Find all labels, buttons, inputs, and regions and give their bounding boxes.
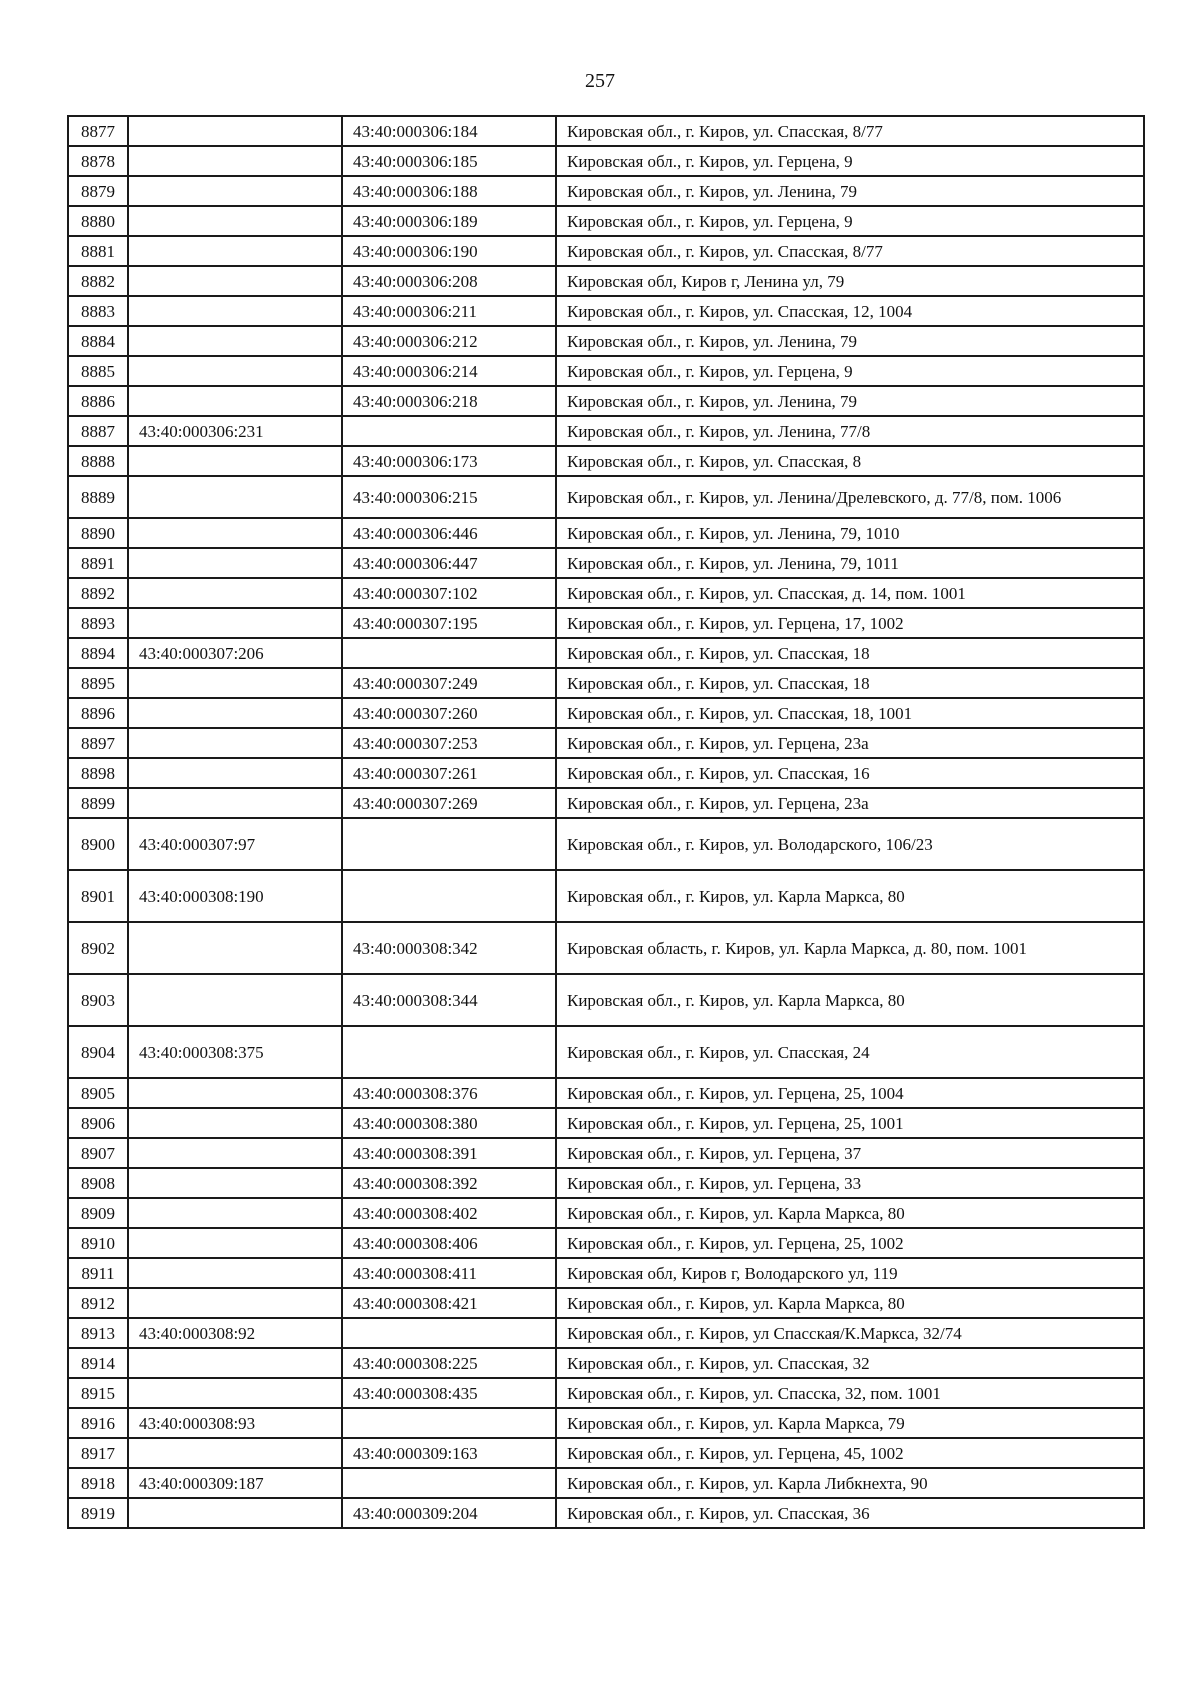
address-cell: Кировская обл., г. Киров, ул. Герцена, 25, 1002 (556, 1228, 1144, 1258)
row-number-cell: 8900 (68, 818, 128, 870)
table-row (68, 1378, 1144, 1408)
cadastral-number-cell (128, 1168, 342, 1198)
table-row (68, 518, 1144, 548)
table-row (68, 1348, 1144, 1378)
address-cell: Кировская обл., г. Киров, ул. Ленина, 79 (556, 386, 1144, 416)
row-number-cell: 8894 (68, 638, 128, 668)
table-row (68, 116, 1144, 146)
premises-cadastral-number-cell: 43:40:000306:447 (342, 548, 556, 578)
row-number-cell: 8882 (68, 266, 128, 296)
premises-cadastral-number-cell: 43:40:000306:173 (342, 446, 556, 476)
premises-cadastral-number-cell: 43:40:000306:218 (342, 386, 556, 416)
address-cell: Кировская обл., г. Киров, ул. Ленина, 77/8 (556, 416, 1144, 446)
cadastral-number-cell (128, 578, 342, 608)
table-row (68, 974, 1144, 1026)
premises-cadastral-number-cell: 43:40:000307:249 (342, 668, 556, 698)
premises-cadastral-number-cell: 43:40:000306:208 (342, 266, 556, 296)
row-number-cell: 8886 (68, 386, 128, 416)
row-number-cell: 8888 (68, 446, 128, 476)
cadastral-number-cell (128, 356, 342, 386)
premises-cadastral-number-cell: 43:40:000306:211 (342, 296, 556, 326)
row-number-cell: 8916 (68, 1408, 128, 1438)
cadastral-number-cell (128, 974, 342, 1026)
premises-cadastral-number-cell: 43:40:000306:214 (342, 356, 556, 386)
premises-cadastral-number-cell: 43:40:000308:376 (342, 1078, 556, 1108)
cadastral-number-cell (128, 1078, 342, 1108)
row-number-cell: 8897 (68, 728, 128, 758)
cadastral-number-cell (128, 1108, 342, 1138)
row-number-cell: 8877 (68, 116, 128, 146)
table-row (68, 1318, 1144, 1348)
row-number-cell: 8892 (68, 578, 128, 608)
cadastral-number-cell: 43:40:000309:187 (128, 1468, 342, 1498)
premises-cadastral-number-cell: 43:40:000308:392 (342, 1168, 556, 1198)
premises-cadastral-number-cell: 43:40:000308:411 (342, 1258, 556, 1288)
table-row (68, 446, 1144, 476)
cadastral-number-cell (128, 296, 342, 326)
table-row (68, 1026, 1144, 1078)
premises-cadastral-number-cell: 43:40:000308:342 (342, 922, 556, 974)
cadastral-number-cell (128, 1438, 342, 1468)
cadastral-number-cell: 43:40:000307:206 (128, 638, 342, 668)
row-number-cell: 8883 (68, 296, 128, 326)
premises-cadastral-number-cell: 43:40:000308:225 (342, 1348, 556, 1378)
premises-cadastral-number-cell (342, 1468, 556, 1498)
row-number-cell: 8913 (68, 1318, 128, 1348)
address-cell: Кировская обл., г. Киров, ул. Герцена, 17, 1002 (556, 608, 1144, 638)
table-row (68, 870, 1144, 922)
cadastral-number-cell (128, 386, 342, 416)
table-row (68, 1288, 1144, 1318)
table-row (68, 1168, 1144, 1198)
premises-cadastral-number-cell: 43:40:000309:204 (342, 1498, 556, 1528)
row-number-cell: 8914 (68, 1348, 128, 1378)
cadastral-number-cell (128, 146, 342, 176)
premises-cadastral-number-cell (342, 1026, 556, 1078)
address-cell: Кировская обл., г. Киров, ул. Спасская, 18, 1001 (556, 698, 1144, 728)
row-number-cell: 8901 (68, 870, 128, 922)
table-row (68, 386, 1144, 416)
row-number-cell: 8911 (68, 1258, 128, 1288)
row-number-cell: 8880 (68, 206, 128, 236)
premises-cadastral-number-cell: 43:40:000306:212 (342, 326, 556, 356)
row-number-cell: 8891 (68, 548, 128, 578)
table-row (68, 638, 1144, 668)
cadastral-number-cell (128, 698, 342, 728)
row-number-cell: 8915 (68, 1378, 128, 1408)
address-cell: Кировская обл., г. Киров, ул. Спасская, 18 (556, 638, 1144, 668)
table-row (68, 698, 1144, 728)
table-row (68, 356, 1144, 386)
table-row (68, 668, 1144, 698)
address-cell: Кировская обл., г. Киров, ул. Герцена, 9 (556, 356, 1144, 386)
cadastral-number-cell (128, 1378, 342, 1408)
row-number-cell: 8912 (68, 1288, 128, 1318)
premises-cadastral-number-cell: 43:40:000307:195 (342, 608, 556, 638)
table-row (68, 608, 1144, 638)
row-number-cell: 8906 (68, 1108, 128, 1138)
cadastral-number-cell (128, 668, 342, 698)
cadastral-number-cell (128, 728, 342, 758)
address-cell: Кировская обл., г. Киров, ул. Ленина/Дрелевского, д. 77/8, пом. 1006 (556, 476, 1144, 518)
premises-cadastral-number-cell: 43:40:000307:253 (342, 728, 556, 758)
address-cell: Кировская обл., г. Киров, ул. Карла Маркса, 80 (556, 974, 1144, 1026)
row-number-cell: 8878 (68, 146, 128, 176)
premises-cadastral-number-cell: 43:40:000306:215 (342, 476, 556, 518)
premises-cadastral-number-cell (342, 870, 556, 922)
table-row (68, 1228, 1144, 1258)
premises-cadastral-number-cell: 43:40:000308:380 (342, 1108, 556, 1138)
address-cell: Кировская обл., г. Киров, ул. Герцена, 37 (556, 1138, 1144, 1168)
table-row (68, 922, 1144, 974)
premises-cadastral-number-cell (342, 818, 556, 870)
table-row (68, 758, 1144, 788)
cadastral-number-cell (128, 1198, 342, 1228)
premises-cadastral-number-cell (342, 1318, 556, 1348)
address-cell: Кировская обл., г. Киров, ул. Спасская, 8/77 (556, 116, 1144, 146)
row-number-cell: 8919 (68, 1498, 128, 1528)
address-cell: Кировская обл, Киров г, Ленина ул, 79 (556, 266, 1144, 296)
cadastral-number-cell (128, 1228, 342, 1258)
premises-cadastral-number-cell: 43:40:000308:391 (342, 1138, 556, 1168)
table-row (68, 1078, 1144, 1108)
row-number-cell: 8908 (68, 1168, 128, 1198)
address-cell: Кировская обл., г. Киров, ул. Герцена, 23а (556, 788, 1144, 818)
premises-cadastral-number-cell: 43:40:000307:269 (342, 788, 556, 818)
address-cell: Кировская обл., г. Киров, ул. Спасска, 32, пом. 1001 (556, 1378, 1144, 1408)
table-row (68, 296, 1144, 326)
address-cell: Кировская обл., г. Киров, ул. Спасская, 36 (556, 1498, 1144, 1528)
row-number-cell: 8887 (68, 416, 128, 446)
cadastral-number-cell (128, 116, 342, 146)
table-row (68, 578, 1144, 608)
address-cell: Кировская область, г. Киров, ул. Карла Маркса, д. 80, пом. 1001 (556, 922, 1144, 974)
row-number-cell: 8909 (68, 1198, 128, 1228)
cadastral-number-cell (128, 476, 342, 518)
row-number-cell: 8902 (68, 922, 128, 974)
registry-table (67, 115, 1145, 1529)
premises-cadastral-number-cell: 43:40:000307:261 (342, 758, 556, 788)
premises-cadastral-number-cell: 43:40:000309:163 (342, 1438, 556, 1468)
address-cell: Кировская обл., г. Киров, ул. Спасская, 32 (556, 1348, 1144, 1378)
premises-cadastral-number-cell: 43:40:000307:102 (342, 578, 556, 608)
address-cell: Кировская обл., г. Киров, ул. Ленина, 79 (556, 176, 1144, 206)
cadastral-number-cell (128, 758, 342, 788)
cadastral-number-cell (128, 326, 342, 356)
table-row (68, 326, 1144, 356)
address-cell: Кировская обл., г. Киров, ул. Спасская, 16 (556, 758, 1144, 788)
table-row (68, 1258, 1144, 1288)
address-cell: Кировская обл., г. Киров, ул. Спасская, 24 (556, 1026, 1144, 1078)
address-cell: Кировская обл., г. Киров, ул. Ленина, 79, 1010 (556, 518, 1144, 548)
address-cell: Кировская обл, Киров г, Володарского ул, 119 (556, 1258, 1144, 1288)
premises-cadastral-number-cell (342, 1408, 556, 1438)
premises-cadastral-number-cell: 43:40:000308:421 (342, 1288, 556, 1318)
row-number-cell: 8881 (68, 236, 128, 266)
table-row (68, 1138, 1144, 1168)
cadastral-number-cell (128, 788, 342, 818)
premises-cadastral-number-cell (342, 416, 556, 446)
address-cell: Кировская обл., г. Киров, ул. Карла Маркса, 80 (556, 1198, 1144, 1228)
address-cell: Кировская обл., г. Киров, ул. Герцена, 33 (556, 1168, 1144, 1198)
address-cell: Кировская обл., г. Киров, ул. Герцена, 25, 1004 (556, 1078, 1144, 1108)
address-cell: Кировская обл., г. Киров, ул. Герцена, 9 (556, 146, 1144, 176)
cadastral-number-cell (128, 1288, 342, 1318)
premises-cadastral-number-cell: 43:40:000306:184 (342, 116, 556, 146)
table-row (68, 1468, 1144, 1498)
address-cell: Кировская обл., г. Киров, ул. Ленина, 79, 1011 (556, 548, 1144, 578)
address-cell: Кировская обл., г. Киров, ул. Спасская, 12, 1004 (556, 296, 1144, 326)
row-number-cell: 8884 (68, 326, 128, 356)
table-row (68, 1438, 1144, 1468)
premises-cadastral-number-cell: 43:40:000306:185 (342, 146, 556, 176)
row-number-cell: 8899 (68, 788, 128, 818)
row-number-cell: 8893 (68, 608, 128, 638)
address-cell: Кировская обл., г. Киров, ул. Карла Маркса, 80 (556, 870, 1144, 922)
address-cell: Кировская обл., г. Киров, ул. Герцена, 9 (556, 206, 1144, 236)
table-row (68, 818, 1144, 870)
row-number-cell: 8896 (68, 698, 128, 728)
table-row (68, 146, 1144, 176)
row-number-cell: 8907 (68, 1138, 128, 1168)
cadastral-number-cell (128, 1138, 342, 1168)
row-number-cell: 8910 (68, 1228, 128, 1258)
row-number-cell: 8890 (68, 518, 128, 548)
premises-cadastral-number-cell: 43:40:000307:260 (342, 698, 556, 728)
table-row (68, 176, 1144, 206)
cadastral-number-cell: 43:40:000308:92 (128, 1318, 342, 1348)
row-number-cell: 8885 (68, 356, 128, 386)
row-number-cell: 8889 (68, 476, 128, 518)
premises-cadastral-number-cell: 43:40:000308:402 (342, 1198, 556, 1228)
address-cell: Кировская обл., г. Киров, ул. Спасская, 18 (556, 668, 1144, 698)
row-number-cell: 8917 (68, 1438, 128, 1468)
table-row (68, 1408, 1144, 1438)
cadastral-number-cell: 43:40:000308:190 (128, 870, 342, 922)
cadastral-number-cell (128, 922, 342, 974)
premises-cadastral-number-cell: 43:40:000306:446 (342, 518, 556, 548)
premises-cadastral-number-cell: 43:40:000308:344 (342, 974, 556, 1026)
address-cell: Кировская обл., г. Киров, ул. Карла Маркса, 79 (556, 1408, 1144, 1438)
address-cell: Кировская обл., г. Киров, ул. Карла Маркса, 80 (556, 1288, 1144, 1318)
row-number-cell: 8903 (68, 974, 128, 1026)
address-cell: Кировская обл., г. Киров, ул Спасская/К.Маркса, 32/74 (556, 1318, 1144, 1348)
premises-cadastral-number-cell: 43:40:000306:189 (342, 206, 556, 236)
premises-cadastral-number-cell: 43:40:000308:435 (342, 1378, 556, 1408)
cadastral-number-cell (128, 1498, 342, 1528)
cadastral-number-cell (128, 518, 342, 548)
table-row (68, 266, 1144, 296)
table-row (68, 416, 1144, 446)
address-cell: Кировская обл., г. Киров, ул. Герцена, 45, 1002 (556, 1438, 1144, 1468)
cadastral-number-cell (128, 236, 342, 266)
table-row (68, 1198, 1144, 1228)
premises-cadastral-number-cell: 43:40:000306:188 (342, 176, 556, 206)
address-cell: Кировская обл., г. Киров, ул. Спасская, 8/77 (556, 236, 1144, 266)
cadastral-number-cell (128, 1348, 342, 1378)
table-row (68, 1108, 1144, 1138)
row-number-cell: 8905 (68, 1078, 128, 1108)
address-cell: Кировская обл., г. Киров, ул. Спасская, д. 14, пом. 1001 (556, 578, 1144, 608)
address-cell: Кировская обл., г. Киров, ул. Володарского, 106/23 (556, 818, 1144, 870)
table-row (68, 728, 1144, 758)
cadastral-number-cell (128, 176, 342, 206)
cadastral-number-cell: 43:40:000308:93 (128, 1408, 342, 1438)
cadastral-number-cell: 43:40:000308:375 (128, 1026, 342, 1078)
address-cell: Кировская обл., г. Киров, ул. Спасская, 8 (556, 446, 1144, 476)
cadastral-number-cell (128, 548, 342, 578)
row-number-cell: 8879 (68, 176, 128, 206)
cadastral-number-cell (128, 206, 342, 236)
table-row (68, 1498, 1144, 1528)
premises-cadastral-number-cell (342, 638, 556, 668)
table-row (68, 206, 1144, 236)
address-cell: Кировская обл., г. Киров, ул. Ленина, 79 (556, 326, 1144, 356)
table-row (68, 476, 1144, 518)
row-number-cell: 8918 (68, 1468, 128, 1498)
row-number-cell: 8898 (68, 758, 128, 788)
address-cell: Кировская обл., г. Киров, ул. Герцена, 23а (556, 728, 1144, 758)
cadastral-number-cell (128, 446, 342, 476)
cadastral-number-cell (128, 266, 342, 296)
table-row (68, 788, 1144, 818)
registry-table-body (68, 116, 1144, 1528)
row-number-cell: 8895 (68, 668, 128, 698)
address-cell: Кировская обл., г. Киров, ул. Карла Либкнехта, 90 (556, 1468, 1144, 1498)
premises-cadastral-number-cell: 43:40:000308:406 (342, 1228, 556, 1258)
cadastral-number-cell (128, 1258, 342, 1288)
cadastral-number-cell: 43:40:000306:231 (128, 416, 342, 446)
row-number-cell: 8904 (68, 1026, 128, 1078)
cadastral-number-cell: 43:40:000307:97 (128, 818, 342, 870)
page-number: 257 (585, 70, 615, 92)
table-row (68, 236, 1144, 266)
table-row (68, 548, 1144, 578)
cadastral-number-cell (128, 608, 342, 638)
premises-cadastral-number-cell: 43:40:000306:190 (342, 236, 556, 266)
address-cell: Кировская обл., г. Киров, ул. Герцена, 25, 1001 (556, 1108, 1144, 1138)
